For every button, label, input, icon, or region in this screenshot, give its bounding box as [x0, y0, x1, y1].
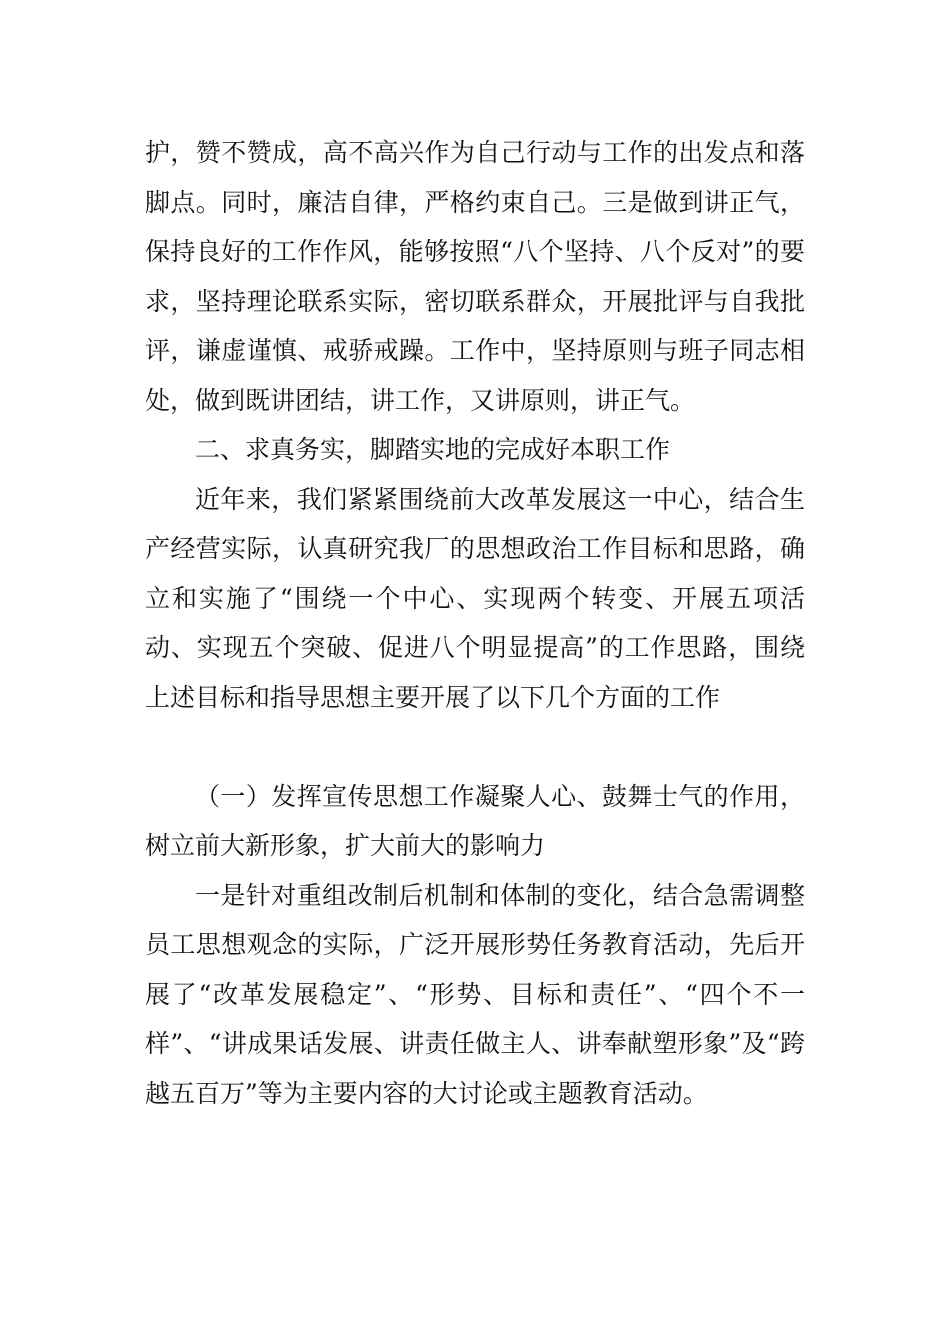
paragraph-first-point: 一是针对重组改制后机制和体制的变化，结合急需调整员工思想观念的实际，广泛开展形势任务教育活动，先后开展了“改革发展稳定”、“形势、目标和责任”、“四个不一样”、“讲成果话发展、讲责任做主人、讲奉献塑形象”及“跨越五百万”等为主要内容的大讨论或主题教育活动。: [145, 880, 805, 1108]
paragraph-recent-years: 近年来，我们紧紧围绕前大改革发展这一中心，结合生产经营实际，认真研究我厂的思想政治工作目标和思路，确立和实施了“围绕一个中心、实现两个转变、开展五项活动、实现五个突破、促进八个明显提高”的工作思路，围绕上述目标和指导思想主要开展了以下几个方面的工作: [145, 484, 805, 712]
subsection-heading-one: （一）发挥宣传思想工作凝聚人心、鼓舞士气的作用，树立前大新形象，扩大前大的影响力: [145, 781, 805, 860]
blank-line: [145, 722, 805, 772]
section-heading-two: 二、求真务实，脚踏实地的完成好本职工作: [195, 435, 671, 464]
document-page: [145, 128, 805, 1118]
paragraph-continuation: 护，赞不赞成，高不高兴作为自己行动与工作的出发点和落脚点。同时，廉洁自律，严格约束自己。三是做到讲正气，保持良好的工作作风，能够按照“八个坚持、八个反对”的要求，坚持理论联系实际，密切联系群众，开展批评与自我批评，谦虚谨慎、戒骄戒躁。工作中，坚持原则与班子同志相处，做到既讲团结，讲工作，又讲原则，讲正气。: [145, 138, 805, 415]
